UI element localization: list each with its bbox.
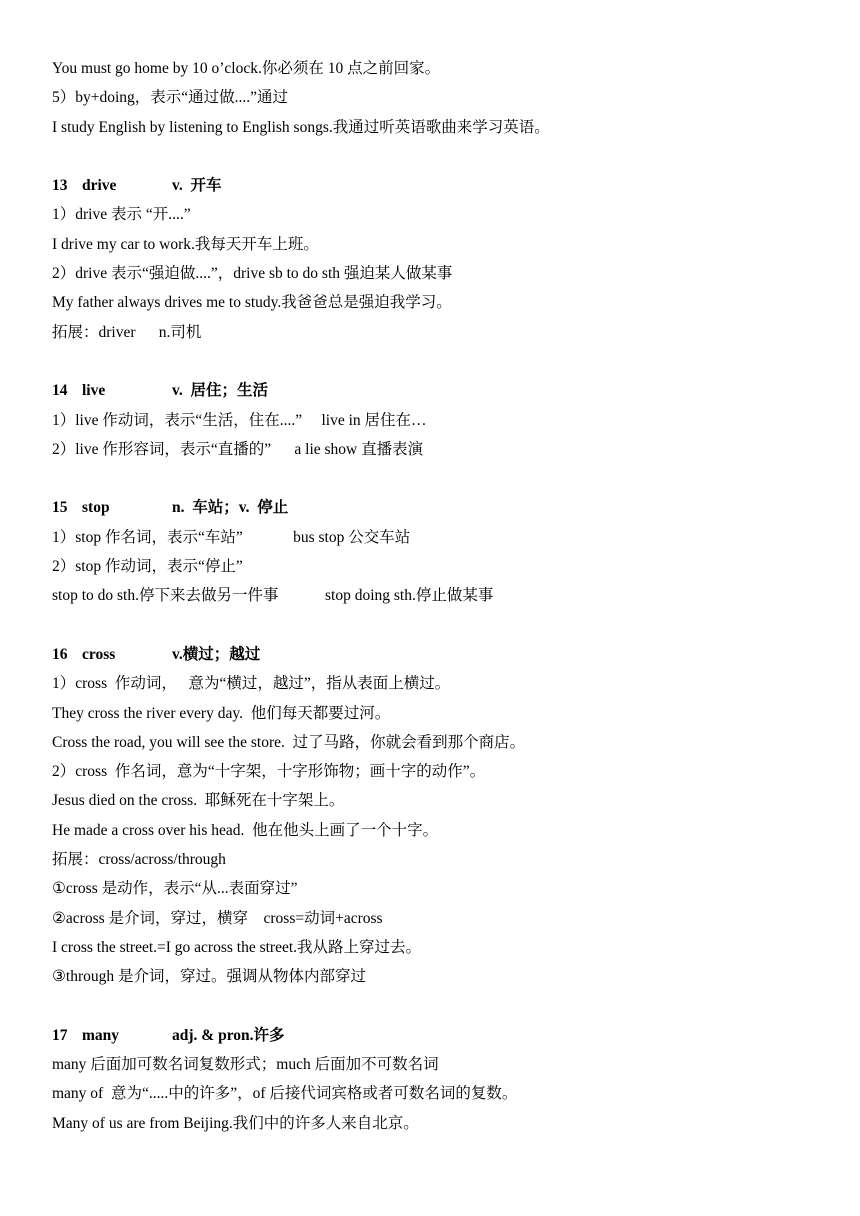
text-line: ①cross 是动作，表示“从...表面穿过” <box>52 880 298 898</box>
entry-heading <box>52 493 832 522</box>
text-line: many of 意为“.....中的许多”，of 后接代词宾格或者可数名词的复数。 <box>52 1085 518 1103</box>
entry-13 <box>52 171 832 347</box>
intro-block <box>52 54 832 142</box>
text-line: 5）by+doing，表示“通过做....”通过 <box>52 89 289 107</box>
text-line: 1）drive 表示 “开....” <box>52 206 191 224</box>
entry-pos: v.横过；越过 <box>172 645 261 663</box>
text-line: 2）stop 作动词，表示“停止” <box>52 558 243 576</box>
entry-17 <box>52 1021 832 1138</box>
text-line: Many of us are from Beijing.我们中的许多人来自北京。 <box>52 1114 419 1132</box>
entry-number: 15 <box>52 499 68 517</box>
spacer <box>52 992 832 1021</box>
entry-heading <box>52 640 832 669</box>
entry-heading <box>52 1021 832 1050</box>
document-page <box>52 54 832 1138</box>
entry-14 <box>52 376 832 464</box>
spacer <box>52 142 832 171</box>
entry-word: cross <box>82 645 116 663</box>
text-line: 2）live 作形容词，表示“直播的” a lie show 直播表演 <box>52 440 424 458</box>
text-line: Jesus died on the cross. 耶稣死在十字架上。 <box>52 792 345 810</box>
text-line: He made a cross over his head. 他在他头上画了一个十字。 <box>52 821 439 839</box>
text-line: I drive my car to work.我每天开车上班。 <box>52 235 319 253</box>
text-line: 1）live 作动词，表示“生活，住在....” live in 居住在… <box>52 411 427 429</box>
text-line: They cross the river every day. 他们每天都要过河。 <box>52 704 391 722</box>
text-line: 2）cross 作名词，意为“十字架，十字形饰物；画十字的动作”。 <box>52 763 486 781</box>
spacer <box>52 347 832 376</box>
text-line: many 后面加可数名词复数形式；much 后面加不可数名词 <box>52 1056 439 1074</box>
entry-pos: v. 居住；生活 <box>172 382 269 400</box>
text-line: 2）drive 表示“强迫做....”，drive sb to do sth 强迫某人做某事 <box>52 265 453 283</box>
text-line: I study English by listening to English songs.我通过听英语歌曲来学习英语。 <box>52 118 550 136</box>
entry-word: drive <box>82 177 117 195</box>
entry-heading <box>52 171 832 200</box>
spacer <box>52 464 832 493</box>
text-line: Cross the road, you will see the store. 过了马路，你就会看到那个商店。 <box>52 733 526 751</box>
text-line: My father always drives me to study.我爸爸总是强迫我学习。 <box>52 294 452 312</box>
entry-15 <box>52 493 832 610</box>
entry-heading <box>52 376 832 405</box>
entry-pos: v. 开车 <box>172 177 222 195</box>
entry-word: many <box>82 1026 120 1044</box>
text-line: ③through 是介词，穿过。强调从物体内部穿过 <box>52 968 366 986</box>
entry-word: stop <box>82 499 110 517</box>
text-line: 1）stop 作名词，表示“车站” bus stop 公交车站 <box>52 528 411 546</box>
text-line: 拓展：driver n.司机 <box>52 323 202 341</box>
text-line: 1）cross 作动词， 意为“横过，越过”，指从表面上横过。 <box>52 675 451 693</box>
text-line: stop to do sth.停下来去做另一件事 stop doing sth.停止做某事 <box>52 587 494 605</box>
entry-pos: adj. & pron.许多 <box>172 1026 285 1044</box>
text-line: You must go home by 10 o’clock.你必须在 10 点之前回家。 <box>52 60 441 77</box>
spacer <box>52 611 832 640</box>
entry-pos: n. 车站；v. 停止 <box>172 499 289 517</box>
entry-number: 17 <box>52 1026 68 1044</box>
entry-16 <box>52 640 832 992</box>
text-line: 拓展：cross/across/through <box>52 851 226 869</box>
entry-number: 13 <box>52 177 68 195</box>
entry-number: 14 <box>52 382 68 400</box>
entry-number: 16 <box>52 645 68 663</box>
text-line: ②across 是介词，穿过，横穿 cross=动词+across <box>52 909 383 927</box>
entry-word: live <box>82 382 106 400</box>
text-line: I cross the street.=I go across the street.我从路上穿过去。 <box>52 938 422 956</box>
